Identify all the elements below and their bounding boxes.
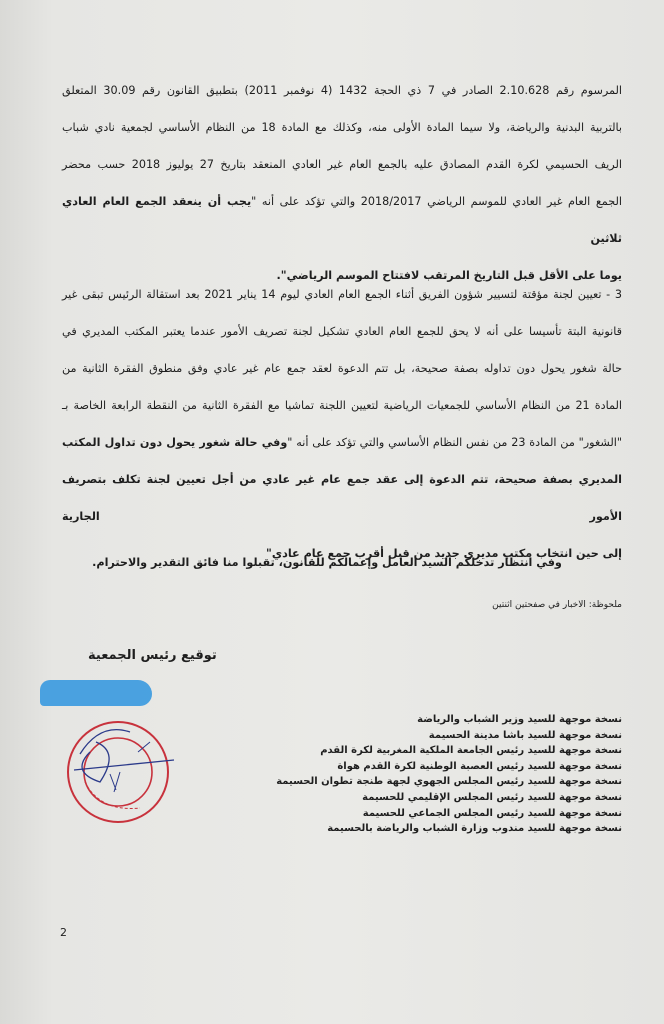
bold-quote: المديري بصفة صحيحة، تتم الدعوة إلى عقد جمع عام غير عادي من أجل تعيين لجنة تكلف بتصريف الأمور الجارية: [62, 473, 622, 523]
cc-item: نسخة موجهة للسيد رئيس المجلس الجماعي للحسيمة: [362, 807, 622, 819]
cc-item: نسخة موجهة للسيد رئيس الجامعة الملكية المغربية لكرة القدم: [320, 745, 622, 757]
cc-item: نسخة موجهة للسيد رئيس المجلس الإقليمي للحسيمة: [362, 791, 622, 803]
text-line: [62, 387, 622, 424]
stamp-icon: [60, 712, 180, 832]
text-segment: المادة 21 من النظام الأساسي للجمعيات الرياضية لتعيين اللجنة تماشيا مع الفقرة الثانية من النقطة الرابعة الخاصة بـ: [62, 399, 623, 412]
cc-list: [276, 712, 622, 837]
closing-line: وفي انتظار تدخلكم السيد العامل وإعمالكم للقانون، تقبلوا منا فائق التقدير والاحترام.: [92, 556, 562, 569]
text-line: [62, 350, 622, 387]
text-segment: الجمع العام غير العادي للموسم الرياضي 2018/2017 والتي تؤكد على أنه ": [251, 195, 622, 208]
paragraph-point-3: [62, 276, 622, 572]
bold-quote: إلى حين انتخاب مكتب مديري جديد من قبل أقرب جمع عام عادي": [266, 547, 622, 560]
text-segment: بالتربية البدنية والرياضة، ولا سيما المادة الأولى منه، وكذلك مع المادة 18 من النظام الأساسي لجمعية نادي شباب: [62, 121, 622, 134]
text-segment: المرسوم رقم 2.10.628 الصادر في 7 ذي الحجة 1432 (4 نوفمبر 2011) بتطبيق القانون رقم 30.09 المتعلق: [62, 84, 622, 97]
text-line: [62, 424, 622, 461]
text-line: [62, 276, 622, 313]
text-segment: حالة شغور يحول دون تداوله بصفة صحيحة، بل تتم الدعوة لعقد جمع عام غير عادي وفق منطوق الفقرة الثانية من: [62, 362, 622, 375]
note: ملحوظة: الاخبار في صفحتين اثنتين: [492, 600, 622, 610]
text-line: [62, 461, 622, 535]
paragraph-legal-reference: [62, 72, 622, 294]
text-segment: "الشغور" من المادة 23 من نفس النظام الأساسي والتي تؤكد على أنه ": [287, 436, 622, 449]
cc-item: نسخة موجهة للسيد باشا مدينة الحسيمة: [428, 729, 622, 741]
cc-item: نسخة موجهة للسيد رئيس المجلس الجهوي لجهة طنجة تطوان الحسيمة: [276, 776, 622, 788]
text-line: [62, 146, 622, 183]
bold-quote: وفي حالة شغور يحول دون تداول المكتب: [62, 436, 288, 449]
text-line: [62, 72, 622, 109]
text-segment: 3 - تعيين لجنة مؤقتة لتسيير شؤون الفريق أثناء الجمع العام العادي ليوم 14 يناير 2021 بعد استقالة الرئيس تبقى غير: [62, 288, 622, 301]
text-line: [62, 109, 622, 146]
page-number: 2: [60, 926, 67, 939]
text-line: [62, 313, 622, 350]
text-line: [62, 183, 622, 257]
bold-quote: يوما على الأقل قبل التاريخ المرتقب لافتتاح الموسم الرياضي".: [276, 269, 622, 282]
cc-item: نسخة موجهة للسيد وزير الشباب والرياضة: [417, 714, 622, 725]
cc-item: نسخة موجهة للسيد مندوب وزارة الشباب والرياضة بالحسيمة: [327, 823, 622, 835]
text-segment: الريف الحسيمي لكرة القدم المصادق عليه بالجمع العام غير العادي المنعقد بتاريخ 27 يوليوز 2018 حسب محضر: [62, 158, 622, 171]
text-segment: قانونية البتة تأسيسا على أنه لا يحق للجمع العام العادي تشكيل لجنة تصريف الأمور عندما يعتبر المكتب المديري في: [62, 325, 622, 338]
bold-quote: يجب أن ينعقد الجمع العام العادي ثلاثين: [62, 195, 622, 245]
redacted-name: [40, 680, 152, 706]
signature-title: توقيع رئيس الجمعية: [88, 648, 217, 663]
cc-item: نسخة موجهة للسيد رئيس العصبة الوطنية لكرة القدم هواة: [337, 760, 622, 772]
